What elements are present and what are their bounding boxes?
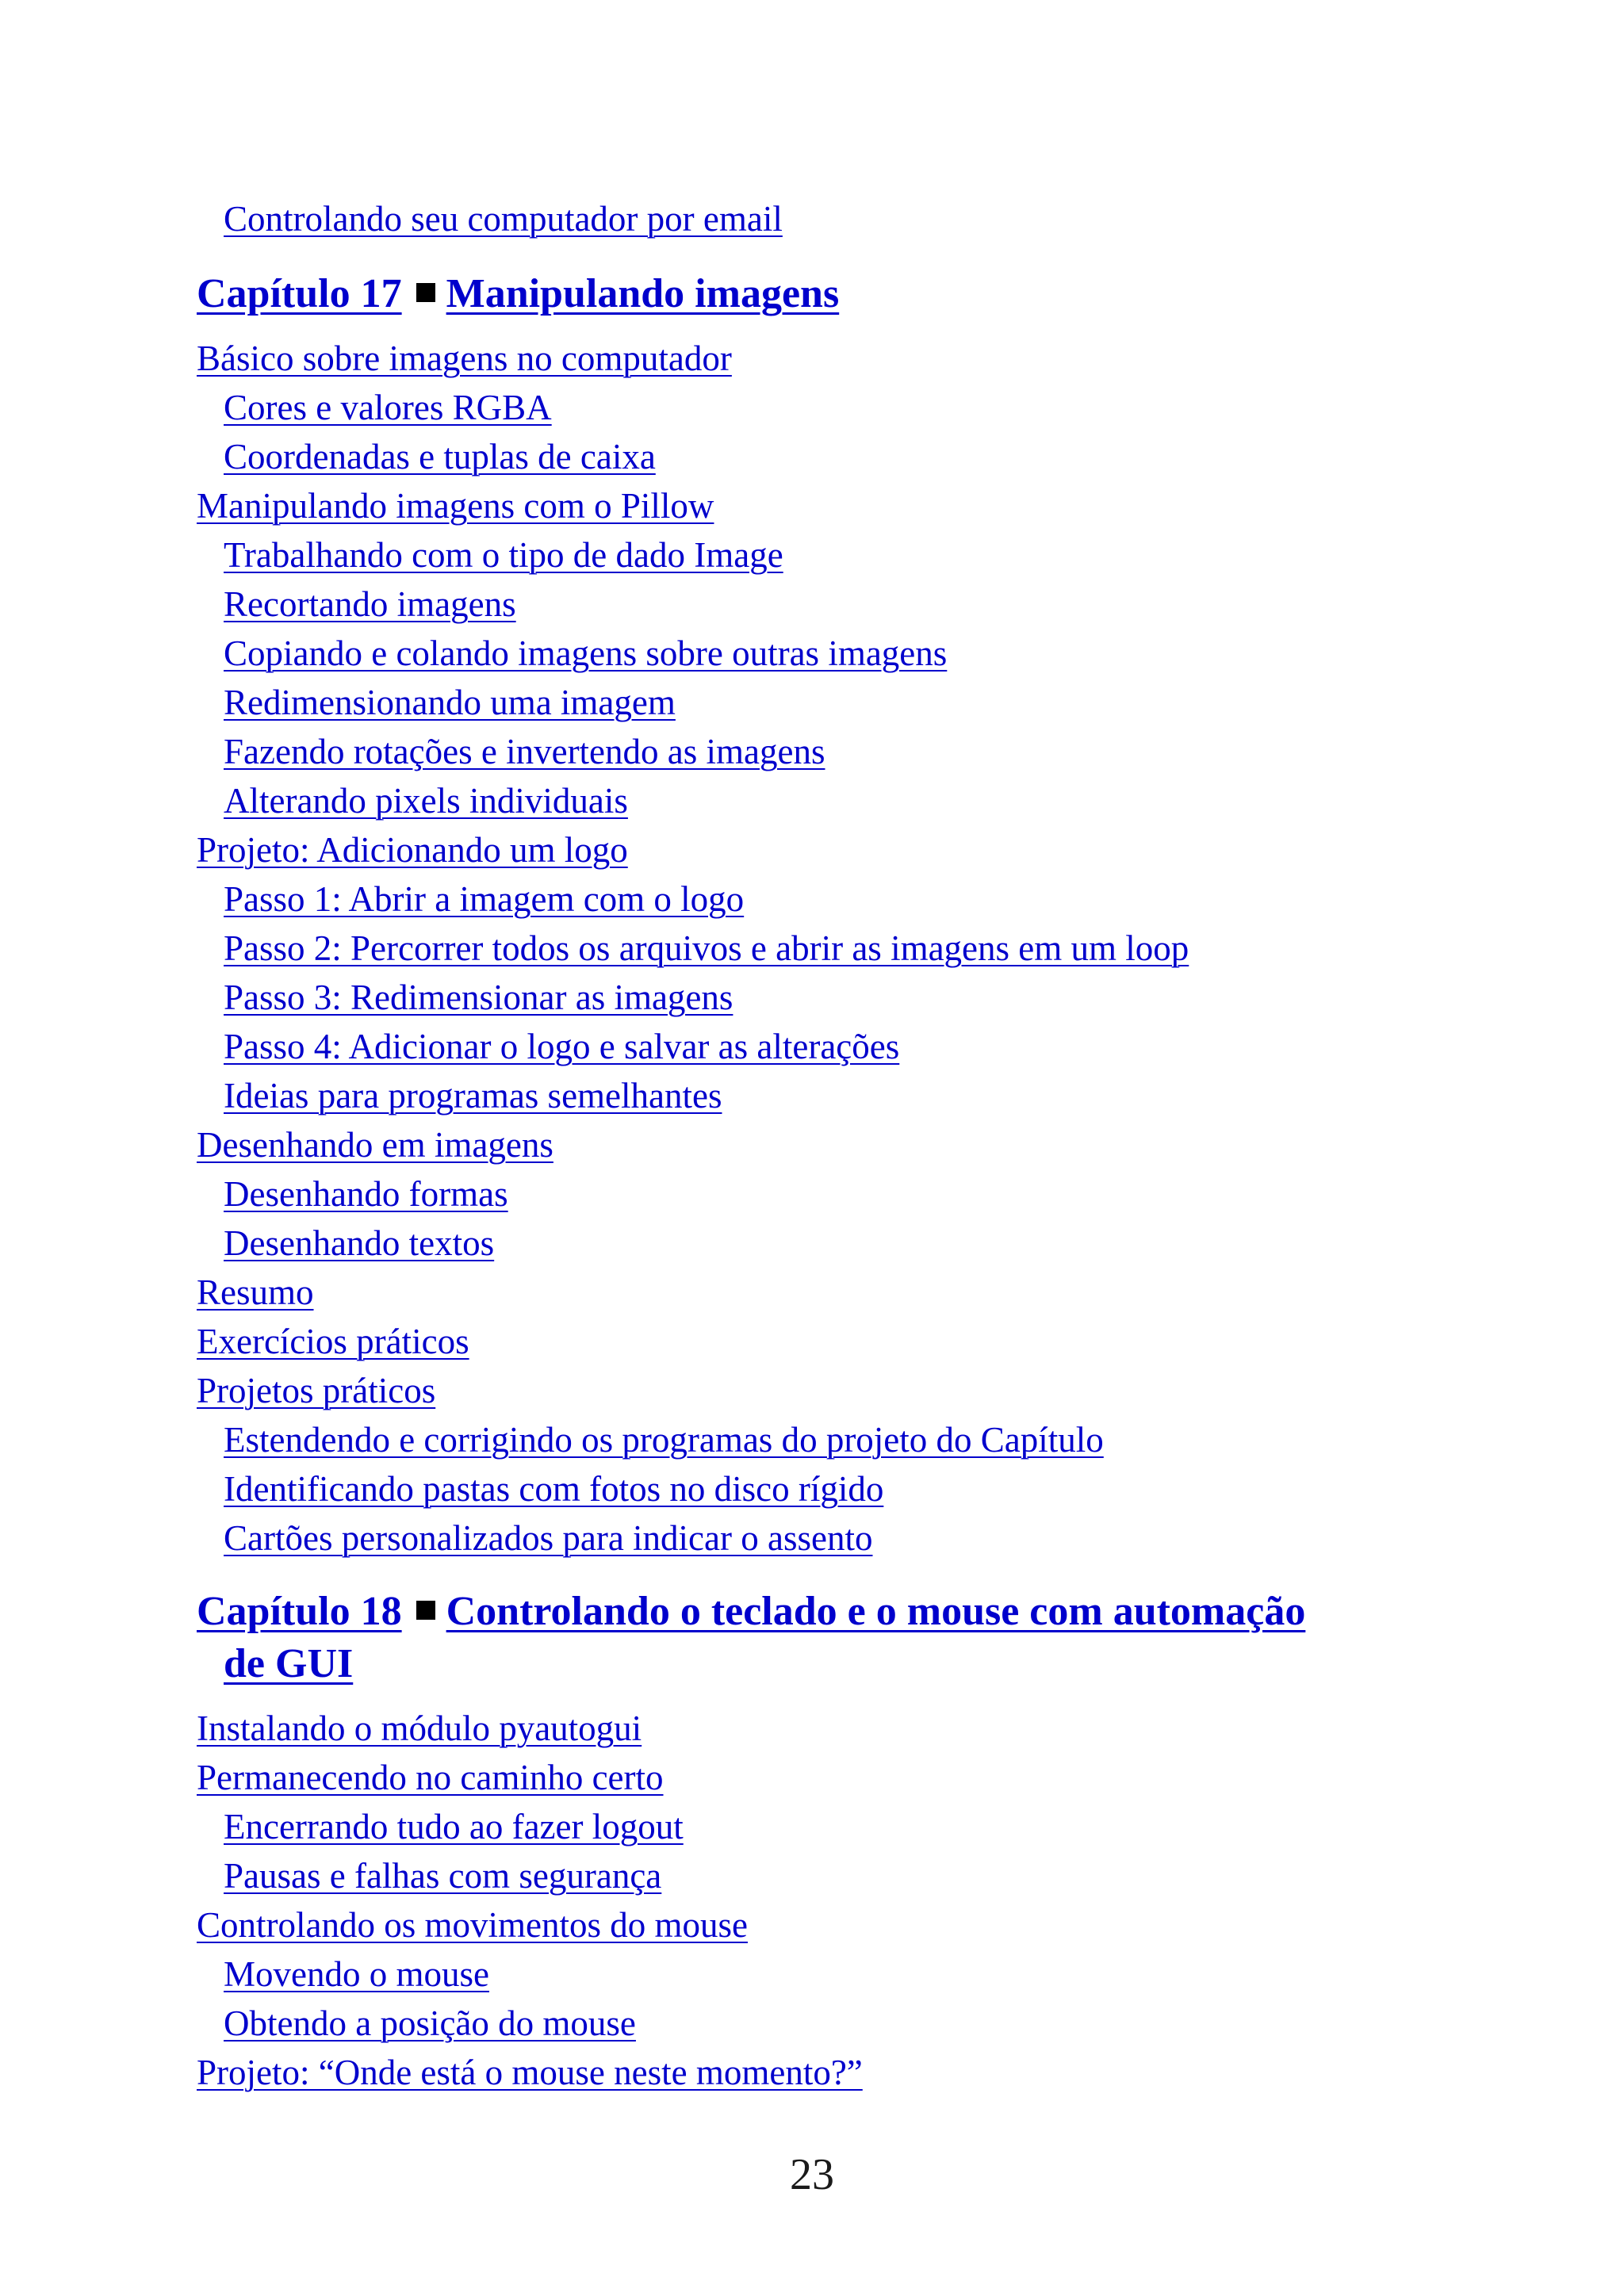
toc-link[interactable]: Passo 1: Abrir a imagem com o logo	[224, 879, 745, 919]
toc-link[interactable]: Pausas e falhas com segurança	[224, 1856, 662, 1896]
black-square-icon	[416, 1601, 435, 1620]
toc-link[interactable]: Copiando e colando imagens sobre outras imagens	[224, 633, 948, 673]
chapter-18-title-link-continued[interactable]: de GUI	[224, 1641, 354, 1686]
toc-entry	[224, 1851, 661, 1900]
toc-entry-top	[224, 194, 783, 243]
chapter-17-number-link[interactable]: Capítulo 17	[197, 271, 402, 316]
toc-link[interactable]: Recortando imagens	[224, 584, 516, 624]
toc-link[interactable]: Alterando pixels individuais	[224, 781, 628, 821]
toc-link[interactable]: Redimensionando uma imagem	[224, 683, 676, 722]
black-square-icon	[416, 283, 435, 302]
toc-link[interactable]: Estendendo e corrigindo os programas do projeto do Capítulo	[224, 1420, 1104, 1460]
toc-entry	[224, 924, 1189, 973]
toc-entry	[224, 1950, 489, 1999]
toc-entry	[197, 481, 714, 530]
toc-entry	[224, 1169, 508, 1219]
toc-entry	[224, 580, 516, 629]
toc-link[interactable]: Básico sobre imagens no computador	[197, 339, 732, 378]
toc-link[interactable]: Instalando o módulo pyautogui	[197, 1709, 642, 1748]
toc-entry	[197, 1753, 664, 1802]
toc-link[interactable]: Manipulando imagens com o Pillow	[197, 486, 714, 526]
toc-link[interactable]: Desenhando textos	[224, 1223, 495, 1263]
toc-entry	[224, 776, 628, 825]
toc-entry	[224, 678, 676, 727]
toc-link[interactable]: Passo 3: Redimensionar as imagens	[224, 978, 733, 1017]
toc-entry	[224, 1415, 1104, 1464]
toc-link[interactable]: Encerrando tudo ao fazer logout	[224, 1807, 684, 1846]
toc-entry	[197, 1120, 553, 1169]
chapter-17-title-link[interactable]: Manipulando imagens	[446, 271, 840, 316]
toc-entry	[224, 1464, 883, 1513]
toc-entry	[197, 1268, 314, 1317]
toc-link[interactable]: Trabalhando com o tipo de dado Image	[224, 535, 783, 575]
toc-link[interactable]: Permanecendo no caminho certo	[197, 1758, 664, 1797]
toc-link[interactable]: Ideias para programas semelhantes	[224, 1076, 722, 1115]
toc-entry	[224, 1071, 722, 1120]
toc-link[interactable]: Projeto: Adicionando um logo	[197, 830, 628, 870]
toc-link[interactable]: Controlando os movimentos do mouse	[197, 1905, 748, 1945]
toc-link[interactable]: Passo 2: Percorrer todos os arquivos e abrir as imagens em um loop	[224, 928, 1189, 968]
toc-link[interactable]: Resumo	[197, 1272, 314, 1312]
toc-link[interactable]: Desenhando em imagens	[197, 1125, 553, 1165]
toc-link[interactable]: Movendo o mouse	[224, 1954, 489, 1994]
chapter-18-heading	[197, 1586, 1305, 1690]
toc-entry	[197, 1704, 642, 1753]
toc-link[interactable]: Projetos práticos	[197, 1371, 436, 1410]
toc-link[interactable]: Fazendo rotações e invertendo as imagens	[224, 732, 825, 771]
toc-entry	[197, 825, 628, 874]
toc-entry	[224, 383, 552, 432]
toc-entry	[197, 1900, 748, 1950]
toc-link[interactable]: Identificando pastas com fotos no disco rígido	[224, 1469, 884, 1509]
toc-entry	[224, 1802, 684, 1851]
toc-link[interactable]: Cartões personalizados para indicar o assento	[224, 1518, 873, 1558]
toc-entry	[224, 1513, 872, 1563]
toc-link[interactable]: Controlando seu computador por email	[224, 199, 783, 239]
toc-entry	[224, 1219, 494, 1268]
toc-entry	[224, 727, 825, 776]
toc-entry	[224, 629, 947, 678]
toc-entry	[197, 2048, 863, 2097]
toc-entry	[224, 530, 783, 580]
page-number: 23	[790, 2150, 834, 2199]
toc-link[interactable]: Desenhando formas	[224, 1174, 508, 1214]
toc-entry	[224, 432, 656, 481]
toc-link[interactable]: Projeto: “Onde está o mouse neste momento?”	[197, 2053, 863, 2092]
toc-link[interactable]: Passo 4: Adicionar o logo e salvar as alterações	[224, 1027, 900, 1066]
toc-link[interactable]: Obtendo a posição do mouse	[224, 2003, 636, 2043]
chapter-18-number-link[interactable]: Capítulo 18	[197, 1589, 402, 1634]
chapter-17-heading	[197, 268, 839, 320]
toc-entry	[197, 1366, 435, 1415]
toc-entry	[224, 874, 744, 924]
chapter-18-title-continuation	[197, 1638, 1305, 1690]
toc-link[interactable]: Exercícios práticos	[197, 1322, 469, 1361]
chapter-18-title-link[interactable]: Controlando o teclado e o mouse com automação	[446, 1589, 1306, 1634]
toc-link[interactable]: Coordenadas e tuplas de caixa	[224, 437, 656, 476]
toc-entry	[224, 1022, 899, 1071]
toc-entry	[197, 1317, 469, 1366]
toc-entry	[224, 973, 733, 1022]
toc-entry	[224, 1999, 636, 2048]
toc-entry	[197, 334, 732, 383]
toc-link[interactable]: Cores e valores RGBA	[224, 388, 552, 427]
